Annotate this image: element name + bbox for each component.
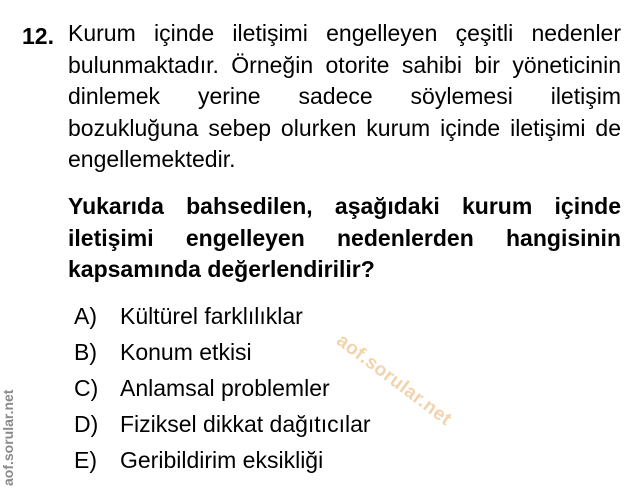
question-prompt: Yukarıda bahsedilen, aşağıdaki kurum içinde iletişimi engelleyen nedenlerden hangisinin kapsamında değerlendirilir? (68, 193, 621, 282)
option-c[interactable] (74, 370, 371, 406)
option-b[interactable] (74, 334, 371, 370)
option-text: Anlamsal problemler (120, 375, 330, 401)
option-a[interactable] (74, 298, 371, 334)
watermark-vertical: aof.sorular.net (0, 389, 16, 486)
option-letter: B) (74, 339, 97, 365)
option-letter: C) (74, 375, 99, 401)
option-letter: A) (74, 303, 97, 329)
option-d[interactable] (74, 406, 371, 442)
option-text: Kültürel farklılıklar (120, 303, 303, 329)
option-text: Fiziksel dikkat dağıtıcılar (120, 411, 371, 437)
option-letter: D) (74, 411, 99, 437)
watermark-diagonal: aof.sorular.net (332, 330, 456, 431)
question-number: 12. (22, 23, 54, 49)
answer-options (74, 298, 371, 478)
option-e[interactable] (74, 442, 371, 478)
question-body: Kurum içinde iletişimi engelleyen çeşitli nedenler bulunmaktadır. Örneğin otorite sahibi bir yöneticinin dinlemek yerine sadece söylemesi iletişim bozukluğuna sebep olurken kurum içinde iletişimi de engellemektedir. (68, 20, 621, 172)
option-text: Konum etkisi (120, 339, 252, 365)
option-letter: E) (74, 447, 97, 473)
option-text: Geribildirim eksikliği (120, 447, 324, 473)
